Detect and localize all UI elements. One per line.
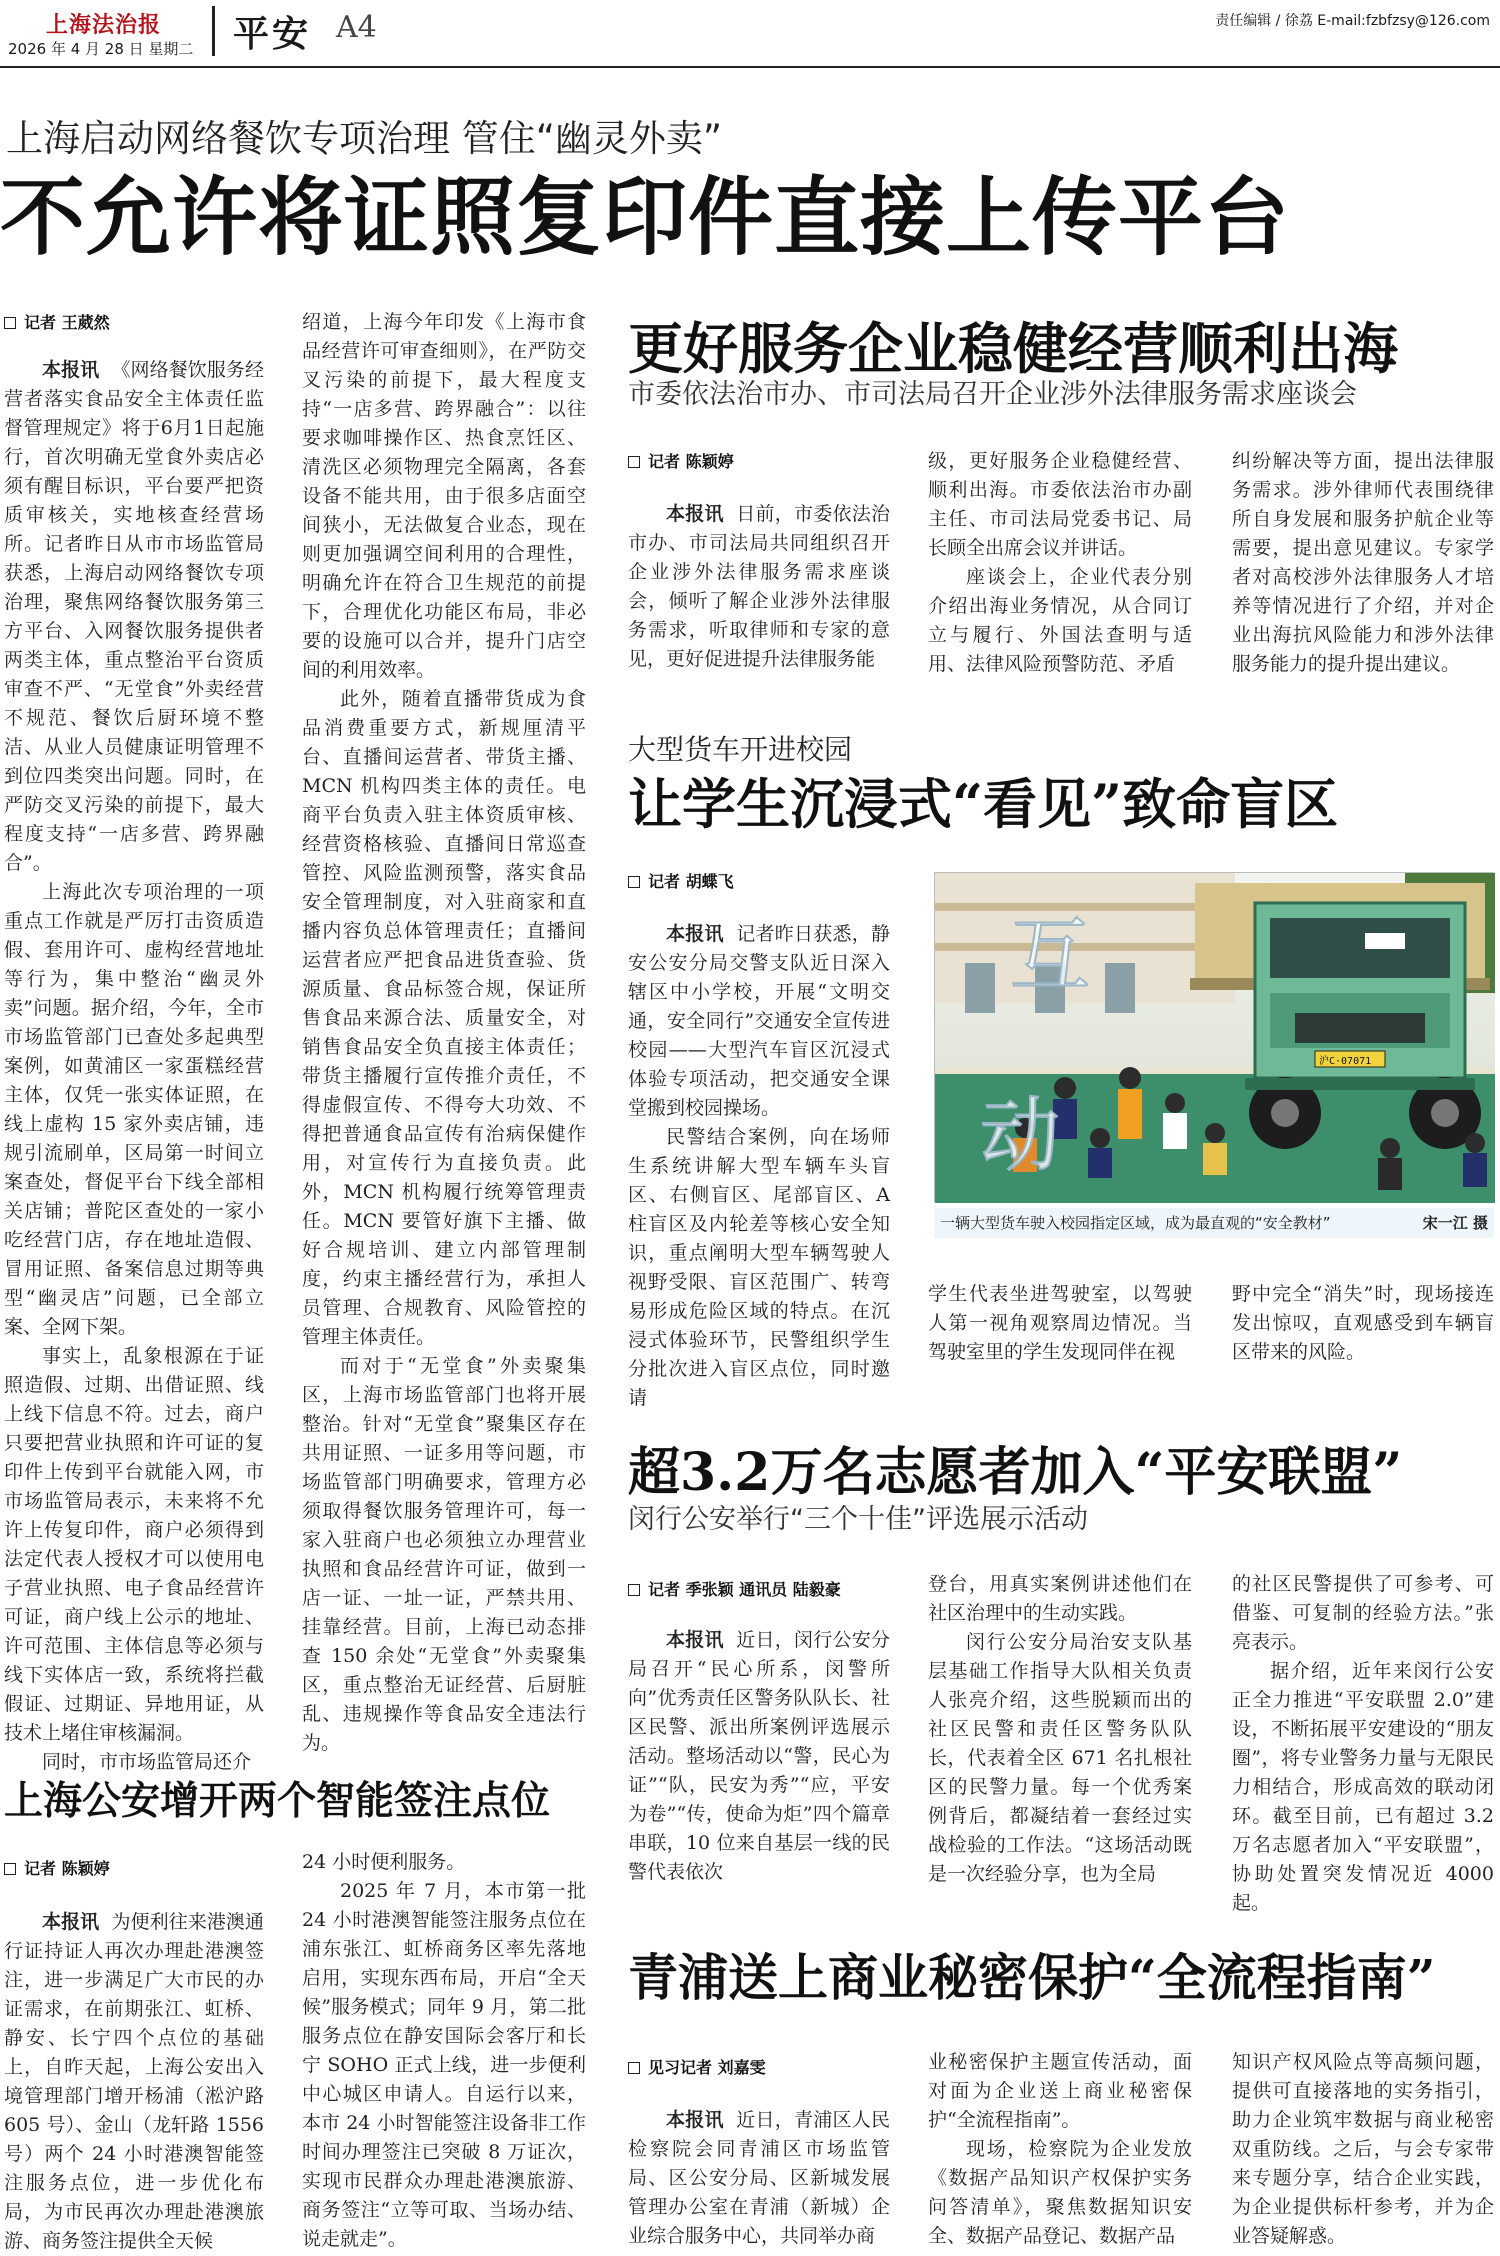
- photo-overlay-text-2: 动: [980, 1089, 1060, 1182]
- story3-column-1: 本报讯 记者昨日获悉，静安公安分局交警支队近日深入辖区中小学校，开展“文明交通，安全同行”交通安全宣传进校园——大型汽车盲区沉浸式体验专项活动，把交通安全课堂搬到校园操场。 民警结合案例，向在场师生系统讲解大型车辆车头盲区、右侧盲区、尾部盲区、A 柱盲区及内轮差等核心安全知识，重点阐明大型车辆驾驶人视野受限、盲区范围广、转弯易形成危险区域的特点。在沉浸式体验环节，民警组织学生分批次进入盲区点位，同时邀请: [628, 923, 890, 1409]
- story5-column-1: 本报讯 为便利往来港澳通行证持证人再次办理赴港澳签注，进一步满足广大市民的办证需求，在前期张江、虹桥、静安、长宁四个点位的基础上，自昨天起，上海公安出入境管理部门增开杨浦（淞沪路 605 号）、金山（龙轩路 1556 号）两个 24 小时港澳智能签注服务点位，进一步优化布局，为市民再次办理赴港澳旅游、商务签注提供全天候: [4, 1911, 264, 2252]
- byline-box-icon: [4, 317, 16, 329]
- license-plate-text: 沪C·07071: [1319, 1056, 1372, 1067]
- story2-column-3: 纠纷解决等方面，提出法律服务需求。涉外律师代表围绕律所自身发展和服务护航企业等需要，提出意见建议。专家学者对高校涉外法律服务人才培养等情况进行了介绍，并对企业出海抗风险能力和涉外法律服务能力的提升提出建议。: [1232, 450, 1494, 675]
- editor-info: 责任编辑 / 徐荔 E-mail:fzbfzsy@126.com: [1215, 13, 1490, 29]
- section-name: 平安: [233, 14, 312, 55]
- story2-column-2: 级，更好服务企业稳健经营、顺利出海。市委依法治市办副主任、市司法局党委书记、局长顾全出席会议并讲话。 座谈会上，企业代表分别介绍出海业务情况，从合同订立与履行、外国法查明与适用、法律风险预警防范、矛盾: [928, 450, 1192, 675]
- story6-column-2: 业秘密保护主题宣传活动，面对面为企业送上商业秘密保护“全流程指南”。 现场，检察院为企业发放《数据产品知识产权保护实务问答清单》，聚焦数据知识安全、数据产品登记、数据产品: [928, 2051, 1192, 2247]
- byline-box-icon: [628, 876, 640, 888]
- story6-column-3: 知识产权风险点等高频问题，提供可直接落地的实务指引，助力企业筑牢数据与商业秘密双重防线。之后，与会专家带来专题分享，结合企业实践，为企业提供标杆参考，并为企业答疑解惑。: [1232, 2051, 1494, 2247]
- story6-byline: 见习记者 刘嘉雯: [628, 2055, 766, 2078]
- story3-headline: 让学生沉浸式“看见”致命盲区: [628, 772, 1339, 836]
- story3-column-3: 野中完全“消失”时，现场接连发出惊叹，直观感受到车辆盲区带来的风险。: [1232, 1283, 1494, 1363]
- story3-kicker: 大型货车开进校园: [628, 733, 853, 766]
- story2-byline: 记者 陈颖婷: [628, 449, 734, 472]
- story3-photo: [934, 872, 1494, 1202]
- photo-credit: 宋一江 摄: [1422, 1214, 1488, 1232]
- byline-box-icon: [4, 1863, 16, 1875]
- lead-byline: 记者 王葳然: [4, 310, 110, 333]
- lead-column-2: 绍道，上海今年印发《上海市食品经营许可审查细则》，在严防交叉污染的前提下，最大程度支持“一店多营、跨界融合”：以往要求咖啡操作区、热食烹饪区、清洗区必须物理完全隔离，各套设备不能共用，由于很多店面空间狭小，无法做复合业态，现在则更加强调空间利用的合理性，明确允许在符合卫生规范的前提下，合理优化功能区布局，非必要的设施可以合并，提升门店空间的利用效率。 此外，随着直播带货成为食品消费重要方式，新规厘清平台、直播间运营者、带货主播、MCN 机构四类主体的责任。电商平台负责入驻主体资质审核、经营资格核验、直播间日常巡查管控、风险监测预警，落实食品安全管理制度，对入驻商家和直播内容负总体管理责任；直播间运营者应严把食品进货查验、货源质量、食品标签合规，保证所售食品来源合法、质量安全，对销售食品安全负直接主体责任；带货主播履行宣传推介责任，不得虚假宣传、不得夸大功效、不得把普通食品宣传有治病保健作用，对宣传行为直接负责。此外，MCN 机构履行统筹管理责任。MCN 要管好旗下主播、做好合规培训、建立内部管理制度，约束主播经营行为，承担人员管理、合规教育、风险管控的管理主体责任。 而对于“无堂食”外卖聚集区，上海市场监管部门也将开展整治。针对“无堂食”聚集区存在共用证照、一证多用等问题，市场监管部门明确要求，管理方必须取得餐饮服务管理许可，每一家入驻商户也必须独立办理营业执照和食品经营许可证，做到一店一证、一址一证，严禁共用、挂靠经营。目前，上海已动态排查 150 余处“无堂食”外卖聚集区，重点整治无证经营、后厨脏乱、违规操作等食品安全违法行为。: [302, 311, 586, 1754]
- story5-byline: 记者 陈颖婷: [4, 1856, 110, 1879]
- photo-overlay-text-1: 互: [1010, 909, 1090, 1002]
- story5-headline: 上海公安增开两个智能签注点位: [4, 1778, 551, 1824]
- story3-column-2: 学生代表坐进驾驶室，以驾驶人第一视角观察周边情况。当驾驶室里的学生发现同伴在视: [928, 1283, 1192, 1363]
- story4-subhead: 闵行公安举行“三个十佳”评选展示活动: [628, 1504, 1088, 1535]
- story4-headline: 超3.2万名志愿者加入“平安联盟”: [628, 1442, 1403, 1503]
- byline-box-icon: [628, 1584, 640, 1596]
- story3-byline: 记者 胡蝶飞: [628, 869, 734, 892]
- story4-byline: 记者 季张颖 通讯员 陆毅豪: [628, 1577, 841, 1600]
- newspaper-logo: 上海法治报: [46, 12, 162, 38]
- lead-column-1: 本报讯 《网络餐饮服务经营者落实食品安全主体责任监督管理规定》将于6月1日起施行，首次明确无堂食外卖店必须有醒目标识，平台要严把资质审核关，实地核查经营场所。记者昨日从市市场监管局获悉，上海启动网络餐饮专项治理，聚焦网络餐饮服务第三方平台、入网餐饮服务提供者两类主体，重点整治平台资质审查不严、“无堂食”外卖经营不规范、餐饮后厨环境不整洁、从业人员健康证明管理不到位四类突出问题。同时，在严防交叉污染的前提下，最大程度支持“一店多营、跨界融合”。 上海此次专项治理的一项重点工作就是严厉打击资质造假、套用许可、虚构经营地址等行为，集中整治“幽灵外卖”问题。据介绍，今年，全市市场监管部门已查处多起典型案例，如黄浦区一家蛋糕经营主体，仅凭一张实体证照，在线上虚构 15 家外卖店铺，违规引流刷单，区局第一时间立案查处，督促平台下线全部相关店铺；普陀区查处的一家小吃经营门店，存在地址造假、冒用证照、备案信息过期等典型“幽灵店”问题，已全部立案、全网下架。 事实上，乱象根源在于证照造假、过期、出借证照、线上线下信息不符。过去，商户只要把营业执照和许可证的复印件上传到平台就能入网，市市场监管局表示，未来将不允许上传复印件，商户必须得到法定代表人授权才可以使用电子营业执照、电子食品经营许可证，商户线上公示的地址、许可范围、主体信息等必须与线下实体店一致，系统将拦截假证、过期证、异地用证，从技术上堵住审核漏洞。 同时，市市场监管局还介: [4, 359, 264, 1773]
- page-number: A4: [336, 10, 377, 45]
- story4-column-3: 的社区民警提供了可参考、可借鉴、可复制的经验方法。”张亮表示。 据介绍，近年来闵行公安正全力推进“平安联盟 2.0”建设，不断拓展平安建设的“朋友圈”，将专业警务力量与无限民力相结合，形成高效的联动闭环。截至目前，已有超过 3.2 万名志愿者加入“平安联盟”，协助处置突发情况近 4000 起。: [1232, 1573, 1494, 1914]
- masthead-rule: [0, 66, 1500, 68]
- story4-column-2: 登台，用真实案例讲述他们在社区治理中的生动实践。 闵行公安分局治安支队基层基础工作指导大队相关负责人张亮介绍，这些脱颖而出的社区民警和责任区警务队队长，代表着全区 671 名扎根社区的民警力量。每一个优秀案例背后，都凝结着一套经过实战检验的工作法。“这场活动既是一次经验分享，也为全局: [928, 1573, 1192, 1885]
- story5-column-2: 24 小时便利服务。 2025 年 7 月，本市第一批 24 小时港澳智能签注服务点位在浦东张江、虹桥商务区率先落地启用，实现东西布局，开启“全天候”服务模式；同年 9 月，第二批服务点位在静安国际会客厅和长宁 SOHO 正式上线，进一步便利中心城区申请人。自运行以来，本市 24 小时智能签注设备非工作时间办理签注已突破 8 万证次，实现市民群众办理赴港澳旅游、商务签注“立等可取、当场办结、说走就走”。: [302, 1851, 586, 2250]
- story2-subhead: 市委依法治市办、市司法局召开企业涉外法律服务需求座谈会: [628, 379, 1357, 410]
- masthead-divider: [212, 6, 215, 56]
- lead-kicker: 上海启动网络餐饮专项治理 管住“幽灵外卖”: [6, 117, 723, 160]
- story6-headline: 青浦送上商业秘密保护“全流程指南”: [628, 1948, 1436, 2007]
- story2-column-1: 本报讯 日前，市委依法治市办、市司法局共同组织召开企业涉外法律服务需求座谈会，倾听了解企业涉外法律服务需求，听取律师和专家的意见，更好促进提升法律服务能: [628, 503, 890, 670]
- issue-date: 2026 年 4 月 28 日 星期二: [8, 40, 194, 58]
- truck-photo-illustration: [935, 873, 1495, 1203]
- byline-box-icon: [628, 456, 640, 468]
- photo-caption: 宋一江 摄 一辆大型货车驶入校园指定区域，成为最直观的“安全教材”: [934, 1208, 1494, 1238]
- story6-column-1: 本报讯 近日，青浦区人民检察院会同青浦区市场监管局、区公安分局、区新城发展管理办公室在青浦（新城）企业综合服务中心，共同举办商: [628, 2109, 890, 2247]
- story2-headline: 更好服务企业稳健经营顺利出海: [628, 316, 1399, 381]
- story4-column-1: 本报讯 近日，闵行公安分局召开“民心所系，闵警所向”优秀责任区警务队队长、社区民警、派出所案例评选展示活动。整场活动以“警，民心为证”“队，民安为秀”“应，平安为卷”“传，使命为炬”四个篇章串联，10 位来自基层一线的民警代表依次: [628, 1629, 890, 1883]
- lead-headline: 不允许将证照复印件直接上传平台: [0, 168, 1291, 268]
- byline-box-icon: [628, 2062, 640, 2074]
